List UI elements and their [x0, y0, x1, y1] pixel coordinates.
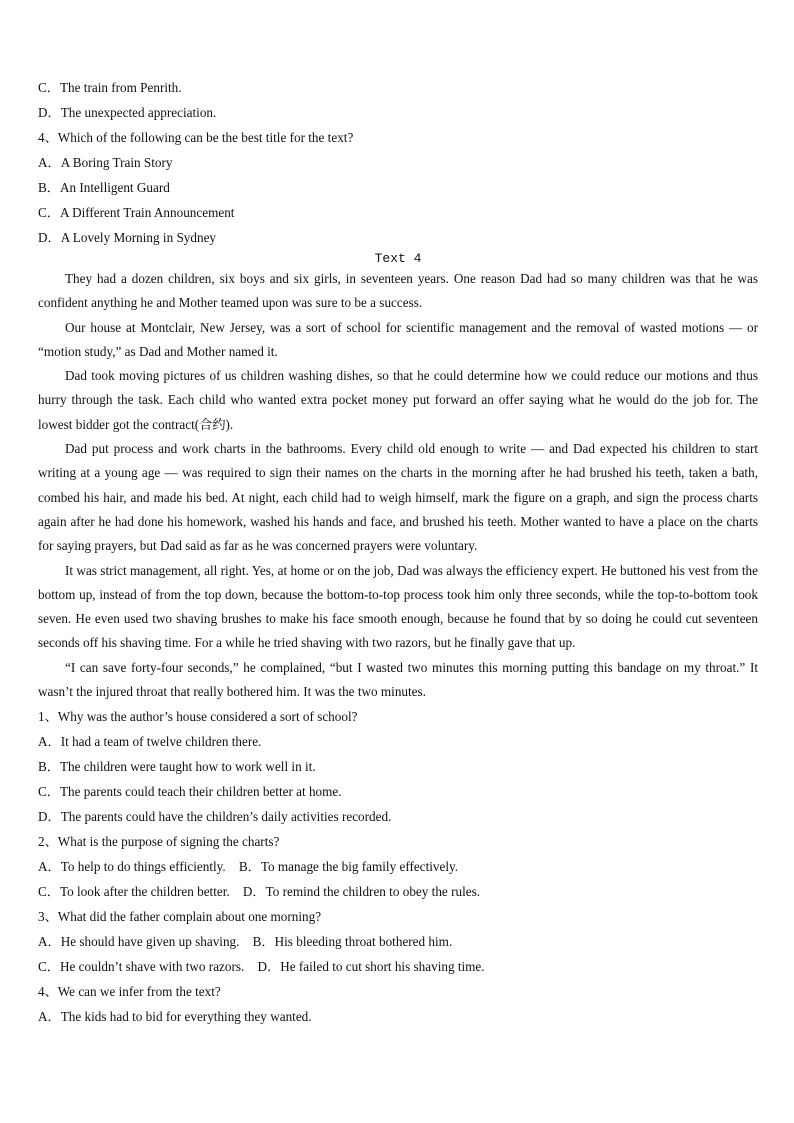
prev-question-option-d: D．A Lovely Morning in Sydney: [38, 230, 217, 245]
passage-paragraph: “I can save forty-four seconds,” he complained, “but I wasted two minutes this morning putting this bandage on my throat.” It wasn’t the injured throat that really bothered him. It was the two minutes.: [38, 659, 758, 700]
option-line: C．The parents could teach their children better at home.: [38, 784, 342, 800]
question-4: [38, 979, 758, 1029]
prev-question-option-b: B．An Intelligent Guard: [38, 180, 170, 195]
option-line: A．To help to do things efficiently. B．To manage the big family effectively.: [38, 859, 459, 875]
question-1: [38, 704, 758, 829]
prev-question-option-c: C．A Different Train Announcement: [38, 205, 235, 220]
option-line: D．The parents could have the children’s daily activities recorded.: [38, 809, 392, 825]
passage-paragraph: Dad took moving pictures of us children washing dishes, so that he could determine how we could reduce our motions and thus hurry through the task. Each child who wanted extra pocket money put forward an offer saying what he would do the job for. The lowest bidder got the contract(合约).: [38, 368, 758, 432]
passage-title: Text 4: [374, 251, 422, 266]
question-stem: 1、Why was the author’s house considered a sort of school?: [38, 709, 358, 725]
passage-paragraph: Dad put process and work charts in the bathrooms. Every child old enough to write — and Dad expected his children to start writing at a young age — was required to sign their names on the charts in the morning after he had brushed his teeth, taken a bath, combed his hair, and made his bed. At night, each child had to weigh himself, mark the figure on a graph, and sign the process charts again after he had done his homework, washed his hands and face, and brushed his teeth. Mother wanted to have a place on the charts for saying prayers, but Dad said as far as he was concerned prayers were voluntary.: [38, 441, 758, 554]
option-line: B．The children were taught how to work well in it.: [38, 759, 316, 775]
prev-question-option-a: A．A Boring Train Story: [38, 155, 173, 170]
question-stem: 4、We can we infer from the text?: [38, 984, 221, 1000]
prev-option-d: D．The unexpected appreciation.: [38, 105, 217, 120]
passage-paragraph: They had a dozen children, six boys and six girls, in seventeen years. One reason Dad had so many children was that he was confident anything he and Mother teamed upon was sure to be a success.: [38, 271, 758, 311]
option-line: C．To look after the children better. D．To remind the children to obey the rules.: [38, 884, 481, 900]
question-stem: 3、What did the father complain about one morning?: [38, 909, 322, 925]
option-line: A．The kids had to bid for everything they wanted.: [38, 1009, 312, 1025]
passage-paragraph: Our house at Montclair, New Jersey, was a sort of school for scientific management and the removal of wasted motions — or “motion study,” as Dad and Mother named it.: [38, 319, 758, 359]
option-line: A．He should have given up shaving. B．His bleeding throat bothered him.: [38, 934, 453, 950]
exam-page: [38, 75, 758, 1029]
question-stem: 2、What is the purpose of signing the charts?: [38, 834, 280, 850]
prev-option-c: C．The train from Penrith.: [38, 80, 182, 95]
passage: [38, 267, 758, 704]
question-2: [38, 829, 758, 904]
passage-paragraph: It was strict management, all right. Yes, at home or on the job, Dad was always the efficiency expert. He buttoned his vest from the bottom up, instead of from the top down, because the bottom-to-top process took him only three seconds, while the top-to-bottom took seven. He even used two shaving brushes to make his face smooth enough, because he found that by so doing he could cut seventeen seconds off his shaving time. For a while he tried shaving with two razors, but he finally gave that up.: [38, 562, 758, 651]
option-line: C．He couldn’t shave with two razors. D．He failed to cut short his shaving time.: [38, 959, 485, 975]
option-line: A．It had a team of twelve children there.: [38, 734, 262, 750]
question-3: [38, 904, 758, 979]
prev-question-stem: 4、Which of the following can be the best title for the text?: [38, 130, 354, 145]
